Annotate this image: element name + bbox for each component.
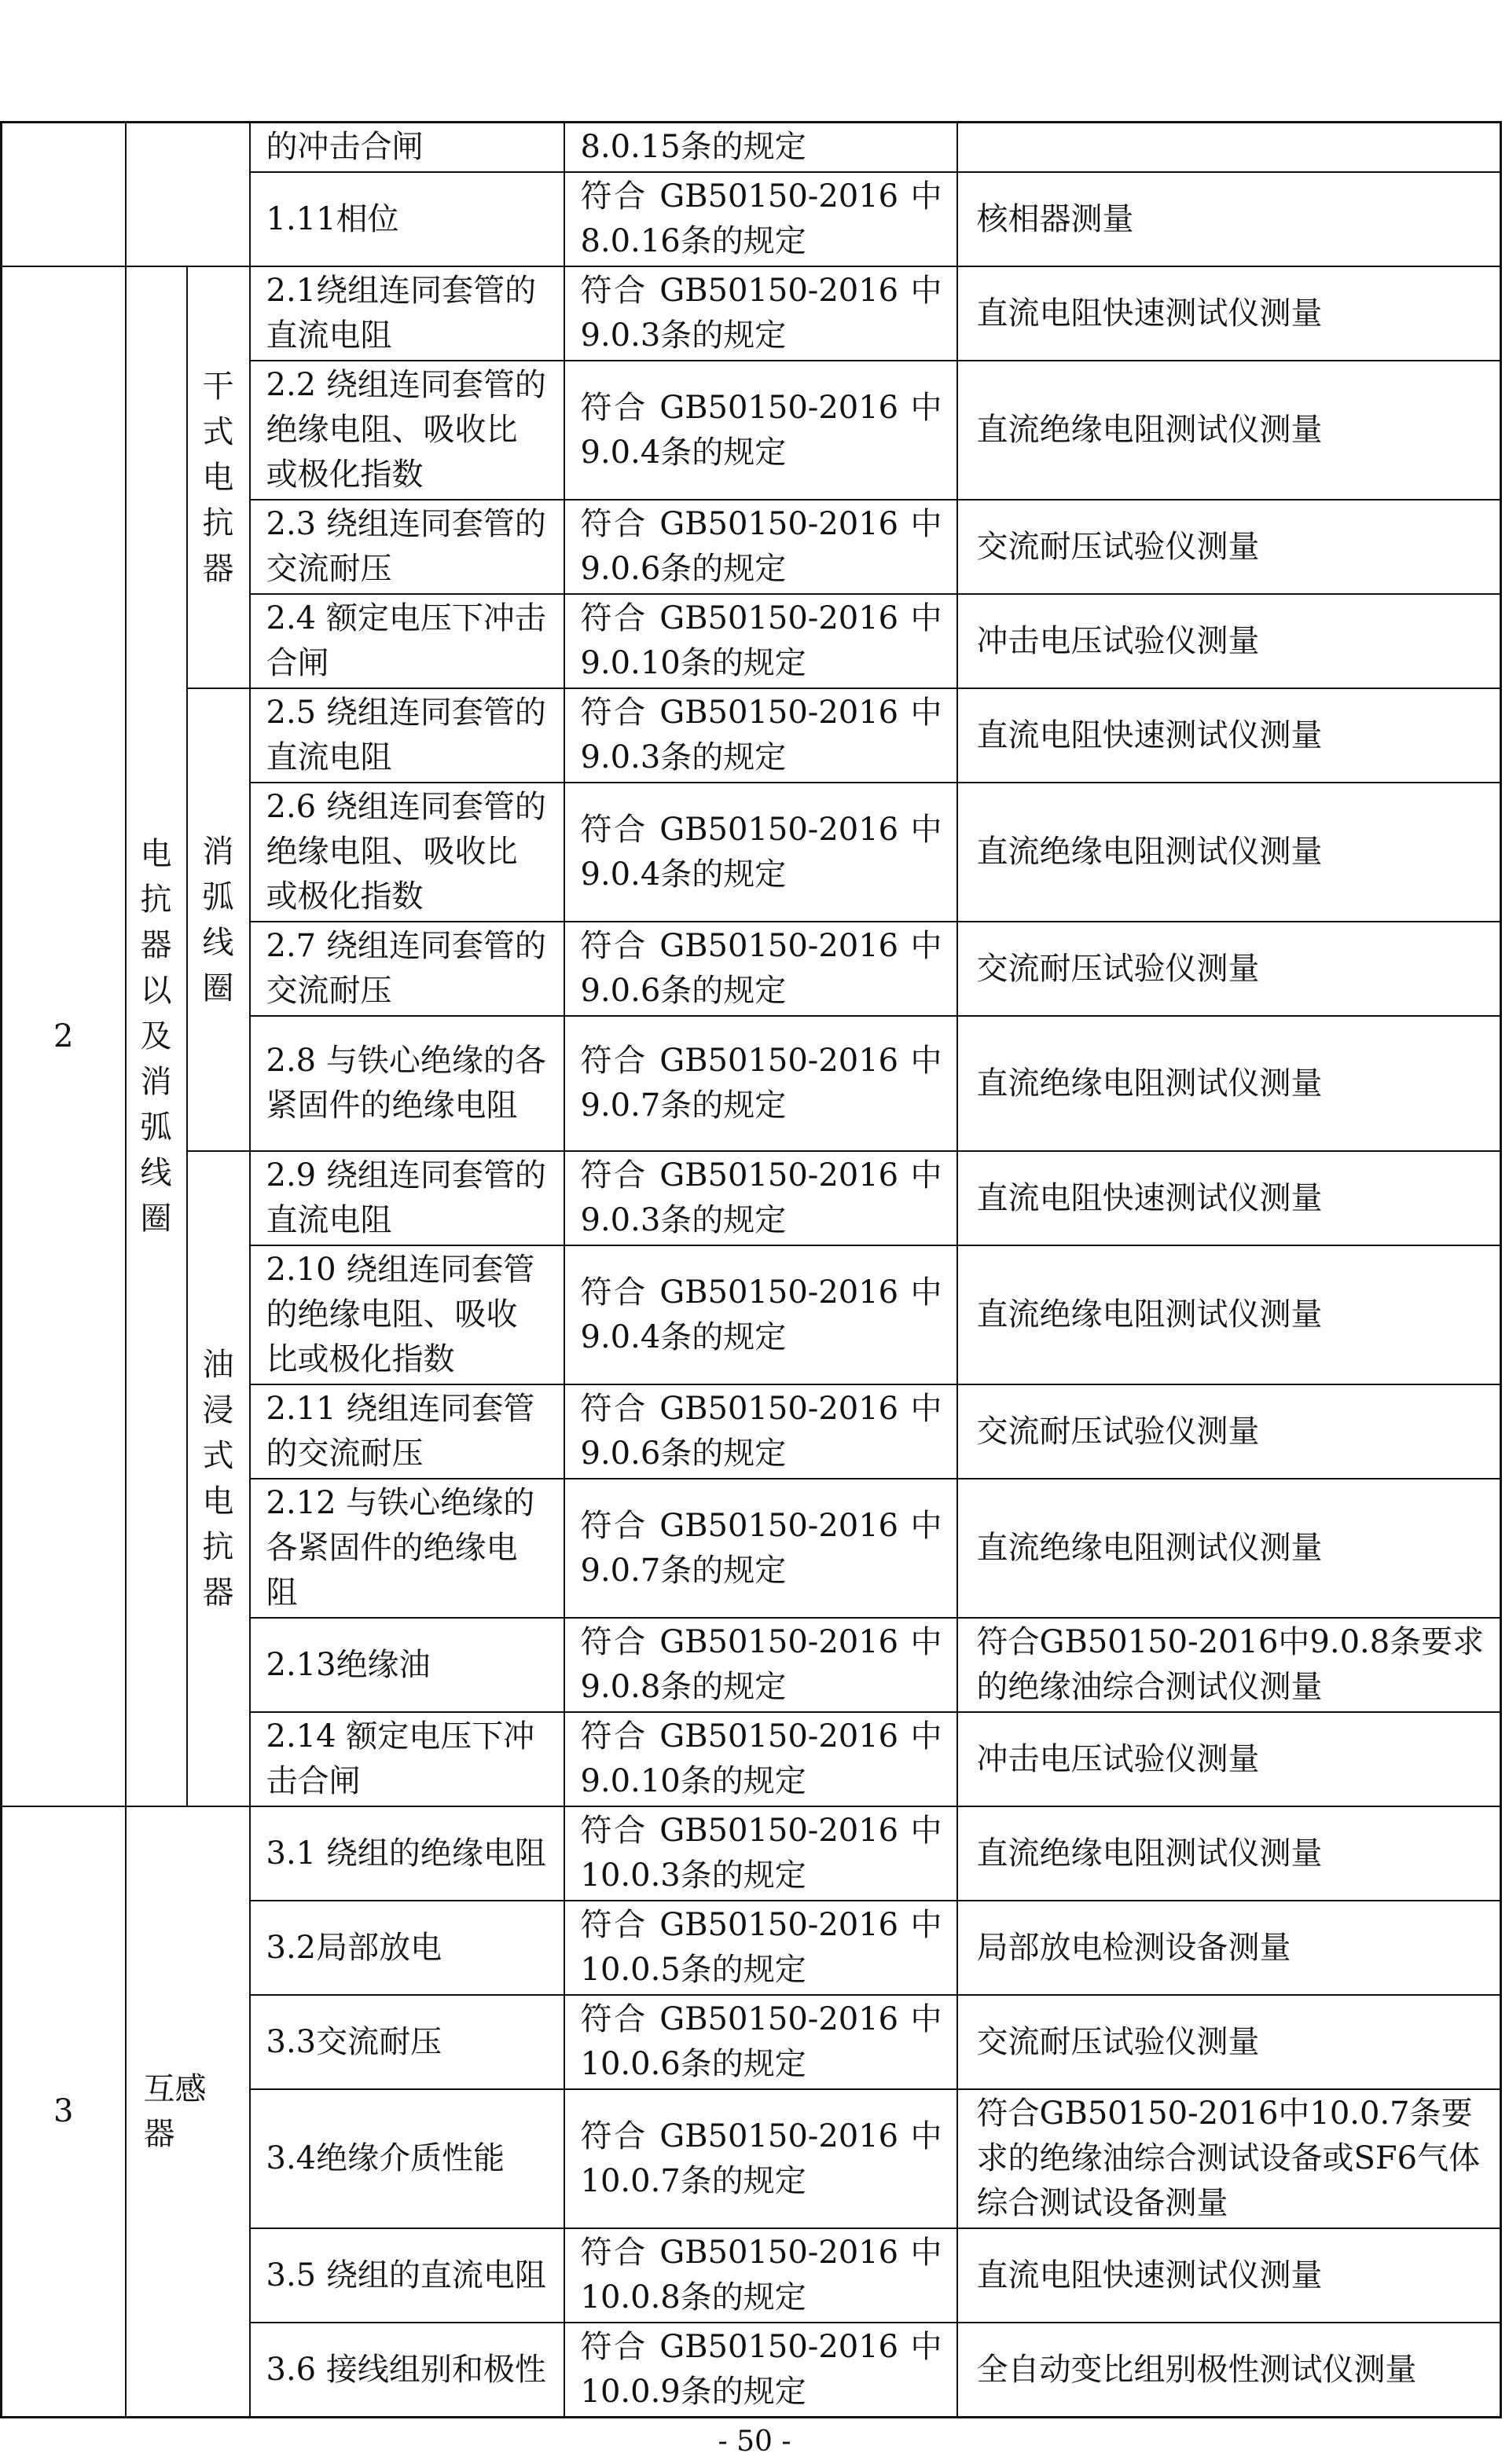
item-cell: 3.4绝缘介质性能 <box>250 2089 564 2228</box>
method-cell: 交流耐压试验仪测量 <box>957 1995 1501 2089</box>
item-cell: 2.6 绕组连同套管的绝缘电阻、吸收比或极化指数 <box>250 783 564 922</box>
subcategory-label: 油浸式电抗器 <box>202 1347 234 1611</box>
item-cell: 3.6 接线组别和极性 <box>250 2323 564 2418</box>
category-cell <box>126 266 187 1806</box>
standard-cell: 符合 GB50150-2016 中 9.0.7条的规定 <box>564 1016 957 1151</box>
method-cell: 交流耐压试验仪测量 <box>957 1384 1501 1479</box>
method-cell: 符合GB50150-2016中10.0.7条要求的绝缘油综合测试设备或SF6气体综合测试设备测量 <box>957 2089 1501 2228</box>
standard-cell: 符合 GB50150-2016 中 9.0.7条的规定 <box>564 1479 957 1618</box>
item-cell: 2.12 与铁心绝缘的各紧固件的绝缘电阻 <box>250 1479 564 1618</box>
standard-cell: 符合 GB50150-2016 中 8.0.16条的规定 <box>564 172 957 266</box>
method-cell: 直流绝缘电阻测试仪测量 <box>957 361 1501 500</box>
item-cell: 2.1绕组连同套管的直流电阻 <box>250 266 564 361</box>
subcategory-label: 消弧线圈 <box>202 833 234 1006</box>
table-row <box>2 688 1501 783</box>
standard-cell: 符合 GB50150-2016 中 9.0.3条的规定 <box>564 266 957 361</box>
method-cell: 冲击电压试验仪测量 <box>957 1712 1501 1806</box>
standard-cell: 符合 GB50150-2016 中 9.0.3条的规定 <box>564 688 957 783</box>
item-cell: 2.11 绕组连同套管的交流耐压 <box>250 1384 564 1479</box>
item-cell: 2.9 绕组连同套管的直流电阻 <box>250 1151 564 1245</box>
item-number-cell: 3 <box>2 1806 126 2418</box>
standard-cell: 8.0.15条的规定 <box>564 123 957 173</box>
method-cell: 符合GB50150-2016中9.0.8条要求的绝缘油综合测试仪测量 <box>957 1618 1501 1712</box>
standard-cell: 符合 GB50150-2016 中 10.0.9条的规定 <box>564 2323 957 2418</box>
table-row <box>2 123 1501 173</box>
standard-cell: 符合 GB50150-2016 中 9.0.10条的规定 <box>564 1712 957 1806</box>
item-cell: 2.14 额定电压下冲击合闸 <box>250 1712 564 1806</box>
page-number: - 50 - <box>718 2426 791 2458</box>
category-cell <box>126 123 250 267</box>
item-cell: 2.10 绕组连同套管的绝缘电阻、吸收比或极化指数 <box>250 1245 564 1384</box>
item-number-cell <box>2 123 126 267</box>
category-label: 电抗器以及消弧线圈 <box>140 836 172 1237</box>
item-cell: 2.7 绕组连同套管的交流耐压 <box>250 922 564 1016</box>
standard-cell: 符合 GB50150-2016 中 9.0.8条的规定 <box>564 1618 957 1712</box>
standard-cell: 符合 GB50150-2016 中 9.0.6条的规定 <box>564 922 957 1016</box>
method-cell: 直流绝缘电阻测试仪测量 <box>957 1479 1501 1618</box>
item-cell: 2.13绝缘油 <box>250 1618 564 1712</box>
item-cell: 3.3交流耐压 <box>250 1995 564 2089</box>
item-cell: 2.5 绕组连同套管的直流电阻 <box>250 688 564 783</box>
method-cell: 直流绝缘电阻测试仪测量 <box>957 1806 1501 1901</box>
standard-cell: 符合 GB50150-2016 中 9.0.4条的规定 <box>564 361 957 500</box>
table-row <box>2 1806 1501 1901</box>
table-row <box>2 1151 1501 1245</box>
standard-cell: 符合 GB50150-2016 中 10.0.5条的规定 <box>564 1901 957 1995</box>
standard-cell: 符合 GB50150-2016 中 9.0.4条的规定 <box>564 783 957 922</box>
item-cell: 3.2局部放电 <box>250 1901 564 1995</box>
method-cell: 交流耐压试验仪测量 <box>957 500 1501 594</box>
method-cell: 局部放电检测设备测量 <box>957 1901 1501 1995</box>
method-cell: 直流绝缘电阻测试仪测量 <box>957 783 1501 922</box>
method-cell: 核相器测量 <box>957 172 1501 266</box>
subcategory-label: 干式电抗器 <box>202 368 234 587</box>
standard-cell: 符合 GB50150-2016 中 9.0.4条的规定 <box>564 1245 957 1384</box>
category-cell: 互感器 <box>126 1806 250 2418</box>
method-cell: 全自动变比组别极性测试仪测量 <box>957 2323 1501 2418</box>
standard-cell: 符合 GB50150-2016 中 9.0.6条的规定 <box>564 1384 957 1479</box>
method-cell: 直流绝缘电阻测试仪测量 <box>957 1016 1501 1151</box>
subcategory-cell <box>187 1151 250 1806</box>
standard-cell: 符合 GB50150-2016 中 9.0.3条的规定 <box>564 1151 957 1245</box>
standard-cell: 符合 GB50150-2016 中 9.0.10条的规定 <box>564 594 957 688</box>
item-cell: 2.3 绕组连同套管的交流耐压 <box>250 500 564 594</box>
subcategory-cell <box>187 688 250 1151</box>
item-cell: 2.4 额定电压下冲击合闸 <box>250 594 564 688</box>
item-cell: 2.2 绕组连同套管的绝缘电阻、吸收比或极化指数 <box>250 361 564 500</box>
item-cell: 3.1 绕组的绝缘电阻 <box>250 1806 564 1901</box>
method-cell: 直流电阻快速测试仪测量 <box>957 2228 1501 2323</box>
item-cell: 的冲击合闸 <box>250 123 564 173</box>
method-cell: 交流耐压试验仪测量 <box>957 922 1501 1016</box>
standard-cell: 符合 GB50150-2016 中 10.0.8条的规定 <box>564 2228 957 2323</box>
item-cell: 1.11相位 <box>250 172 564 266</box>
table-row <box>2 266 1501 361</box>
subcategory-cell <box>187 266 250 688</box>
method-cell: 直流绝缘电阻测试仪测量 <box>957 1245 1501 1384</box>
method-cell <box>957 123 1501 173</box>
method-cell: 冲击电压试验仪测量 <box>957 594 1501 688</box>
standard-cell: 符合 GB50150-2016 中 9.0.6条的规定 <box>564 500 957 594</box>
method-cell: 直流电阻快速测试仪测量 <box>957 688 1501 783</box>
item-cell: 2.8 与铁心绝缘的各紧固件的绝缘电阻 <box>250 1016 564 1151</box>
standard-cell: 符合 GB50150-2016 中 10.0.6条的规定 <box>564 1995 957 2089</box>
test-items-table <box>0 121 1502 2418</box>
standard-cell: 符合 GB50150-2016 中 10.0.7条的规定 <box>564 2089 957 2228</box>
method-cell: 直流电阻快速测试仪测量 <box>957 266 1501 361</box>
method-cell: 直流电阻快速测试仪测量 <box>957 1151 1501 1245</box>
standard-cell: 符合 GB50150-2016 中 10.0.3条的规定 <box>564 1806 957 1901</box>
item-number-cell: 2 <box>2 266 126 1806</box>
item-cell: 3.5 绕组的直流电阻 <box>250 2228 564 2323</box>
